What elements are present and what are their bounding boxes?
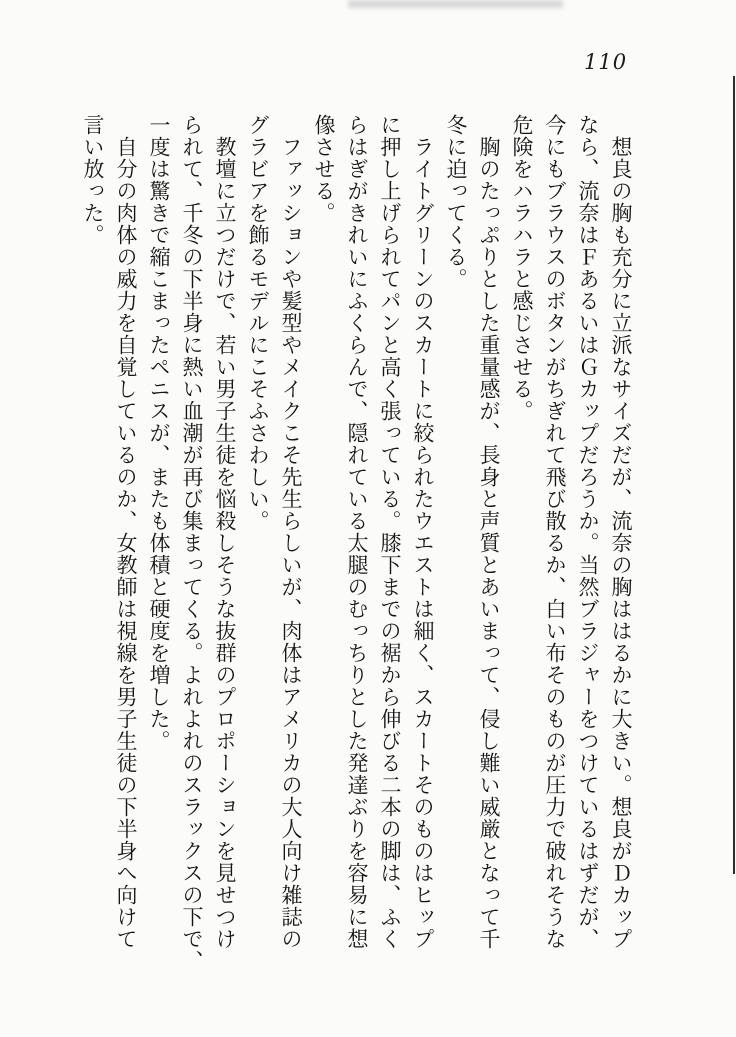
text-line: ファッションや髪型やメイクこそ先生らしいが、肉体はアメリカの大人向け雑誌の — [279, 114, 303, 950]
text-line: なら、流奈はＦあるいはＧカップだろうか。当然ブラジャーをつけているはずだが、 — [576, 114, 600, 950]
scan-artifact-smudge — [348, 0, 563, 8]
text-line: ライトグリーンのスカートに絞られたウエストは細く、スカートそのものはヒップ — [411, 114, 435, 950]
text-line: 自分の肉体の威力を自覚しているのか、女教師は視線を男子生徒の下半身へ向けて — [114, 114, 138, 950]
page-edge-line — [733, 76, 735, 874]
vertical-text-block — [76, 114, 637, 972]
text-line: 一度は驚きで縮こまったペニスが、またも体積と硬度を増した。 — [147, 114, 171, 752]
page-number: 110 — [584, 50, 628, 74]
text-line: 危険をハラハラと感じさせる。 — [510, 114, 534, 422]
text-line: に押し上げられてパンと高く張っている。膝下までの裾から伸びる二本の脚は、ふく — [378, 114, 402, 950]
text-line: 想良の胸も充分に立派なサイズだが、流奈の胸ははるかに大きい。想良がＤカップ — [609, 114, 633, 950]
text-line: らはぎがきれいにふくらんで、隠れている太腿のむっちりとした発達ぶりを容易に想 — [345, 114, 369, 950]
text-line: 教壇に立つだけで、若い男子生徒を悩殺しそうな抜群のプロポーションを見せつけ — [213, 114, 237, 950]
text-line: 冬に迫ってくる。 — [444, 114, 468, 290]
text-line: られて、千冬の下半身に熱い血潮が再び集まってくる。よれよれのスラックスの下で、 — [180, 114, 204, 972]
text-line: 像させる。 — [312, 114, 336, 224]
text-line: 胸のたっぷりとした重量感が、長身と声質とあいまって、侵し難い威厳となって千 — [477, 114, 501, 950]
text-line: グラビアを飾るモデルにこそふさわしい。 — [246, 114, 270, 532]
text-line: 今にもブラウスのボタンがちぎれて飛び散るか、白い布そのものが圧力で破れそうな — [543, 114, 567, 950]
text-line: 言い放った。 — [81, 114, 105, 246]
